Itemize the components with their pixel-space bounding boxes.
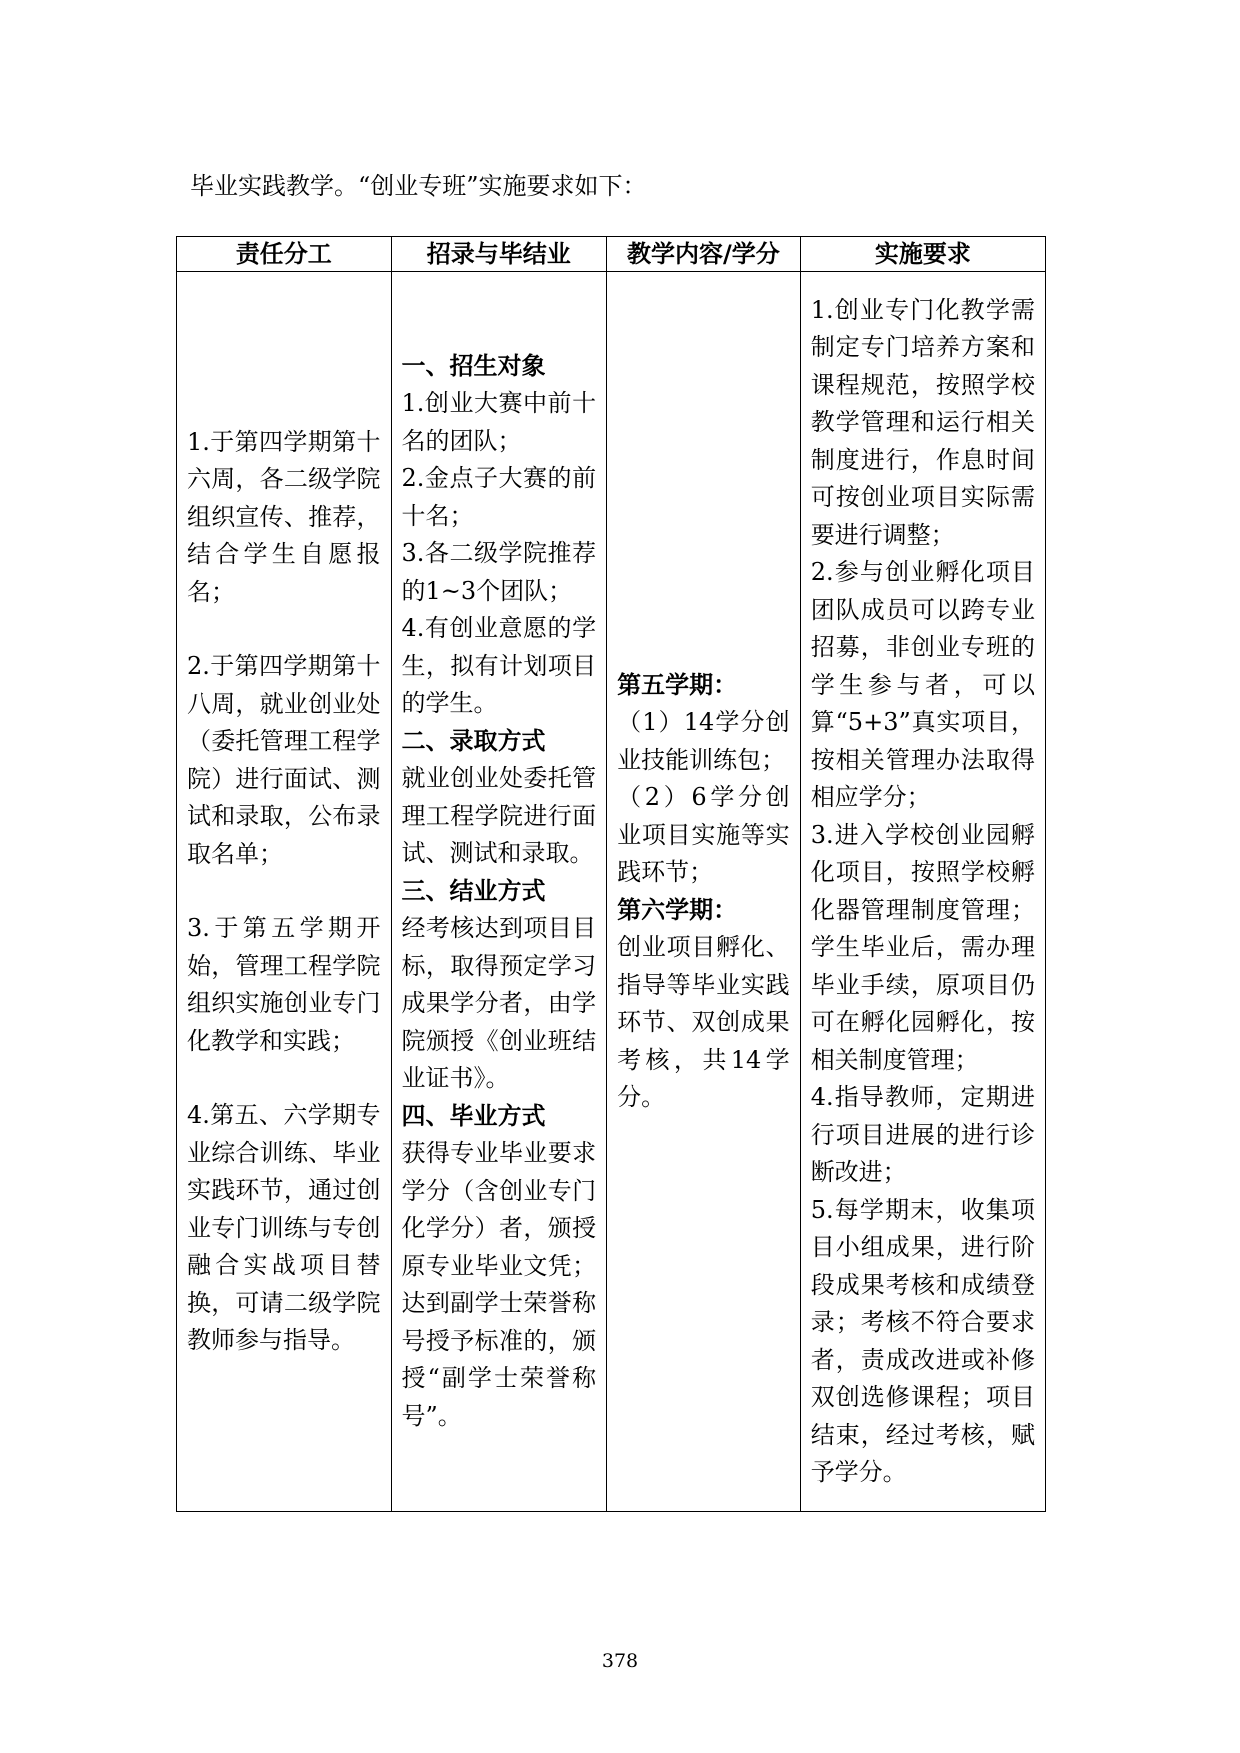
completion-text: 经考核达到项目目标，取得预定学习成果学分者，由学院颁授《创业班结业证书》。 — [401, 914, 597, 1093]
admission-heading-completion: 三、结业方式 — [401, 876, 546, 905]
responsibility-item-4: 4.第五、六学期专业综合训练、毕业实践环节，通过创业专门训练与专创融合实战项目替换，可请二级学院教师参与指导。 — [187, 1101, 381, 1354]
recruit-item-3: 3.各二级学院推荐的1~3个团队； — [401, 539, 597, 605]
intro-text: 毕业实践教学。“创业专班”实施要求如下： — [190, 172, 647, 200]
requirements-cell — [800, 272, 1045, 1512]
graduation-text: 获得专业毕业要求学分（含创业专门化学分）者，颁授原专业毕业文凭；达到副学士荣誉称号授予标准的，颁授“副学士荣誉称号”。 — [401, 1139, 597, 1430]
table-row — [177, 272, 1046, 1512]
selection-text: 就业创业处委托管理工程学院进行面试、测试和录取。 — [401, 764, 597, 868]
page-number: 378 — [601, 1650, 639, 1672]
implementation-table — [176, 236, 1046, 1512]
recruit-item-4: 4.有创业意愿的学生，拟有计划项目的学生。 — [401, 614, 597, 718]
header-requirements: 实施要求 — [800, 237, 1045, 272]
header-responsibility: 责任分工 — [177, 237, 392, 272]
requirement-item-4: 4.指导教师，定期进行项目进展的进行诊断改进； — [810, 1083, 1035, 1186]
recruit-item-2: 2.金点子大赛的前十名； — [401, 464, 597, 530]
content-credits-cell — [607, 272, 801, 1512]
requirement-item-3: 3.进入学校创业园孵化项目，按照学校孵化器管理制度管理；学生毕业后，需办理毕业手续，原项目仍可在孵化园孵化，按相关制度管理； — [810, 820, 1035, 1074]
responsibility-item-1: 1.于第四学期第十六周，各二级学院组织宣传、推荐，结合学生自愿报名； — [187, 427, 381, 606]
admission-heading-selection: 二、录取方式 — [401, 726, 546, 755]
header-content-credits: 教学内容/学分 — [607, 237, 801, 272]
semester-five-item-1: （1）14学分创业技能训练包； — [617, 708, 790, 774]
semester-five-heading: 第五学期： — [617, 670, 738, 699]
admission-heading-graduation: 四、毕业方式 — [401, 1101, 546, 1130]
responsibility-item-3: 3.于第五学期开始，管理工程学院组织实施创业专门化教学和实践； — [187, 914, 381, 1055]
responsibility-item-2: 2.于第四学期第十八周，就业创业处（委托管理工程学院）进行面试、测试和录取，公布录取名单； — [187, 652, 381, 868]
semester-six-heading: 第六学期： — [617, 895, 738, 924]
requirement-item-1: 1.创业专门化教学需制定专门培养方案和课程规范，按照学校教学管理和运行相关制度进行，作息时间可按创业项目实际需要进行调整； — [810, 295, 1035, 549]
recruit-item-1: 1.创业大赛中前十名的团队； — [401, 389, 597, 455]
semester-six-text: 创业项目孵化、指导等毕业实践环节、双创成果考核，共14学分。 — [617, 933, 790, 1111]
admission-heading-recruit: 一、招生对象 — [401, 351, 546, 380]
admission-cell — [391, 272, 607, 1512]
table-header-row — [177, 237, 1046, 272]
requirement-item-2: 2.参与创业孵化项目团队成员可以跨专业招募，非创业专班的学生参与者，可以算“5+3”真实项目，按相关管理办法取得相应学分； — [810, 558, 1035, 811]
responsibility-cell — [177, 272, 392, 1512]
requirement-item-5: 5.每学期末，收集项目小组成果，进行阶段成果考核和成绩登录；考核不符合要求者，责成改进或补修双创选修课程；项目结束，经过考核，赋予学分。 — [810, 1195, 1035, 1486]
semester-five-item-2: （2）6学分创业项目实施等实践环节； — [617, 783, 790, 886]
header-admission: 招录与毕结业 — [391, 237, 607, 272]
